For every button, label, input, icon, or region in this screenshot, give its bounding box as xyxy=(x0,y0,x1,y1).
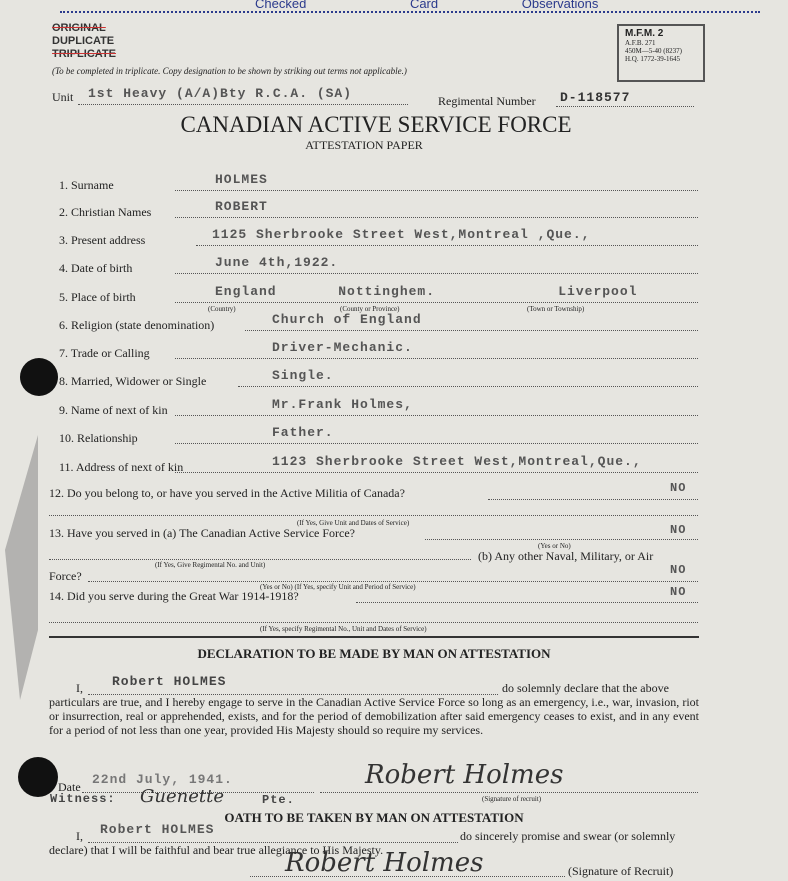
field-label: 2. Christian Names xyxy=(59,205,152,219)
oath-signature: Robert Holmes xyxy=(285,848,484,878)
field-value: Driver-Mechanic. xyxy=(272,340,413,355)
field-value: 1123 Sherbrooke Street West,Montreal,Que., xyxy=(272,454,642,469)
pencil-scribble xyxy=(0,430,45,710)
form-ref-line: A.F.B. 271 xyxy=(625,39,656,47)
declaration-heading: DECLARATION TO BE MADE BY MAN ON ATTESTATION xyxy=(197,646,551,661)
punch-hole xyxy=(20,358,58,396)
question-13a: 13. Have you served in (a) The Canadian Active Service Force? xyxy=(49,526,355,540)
form-ref-line: 450M—5-40 (8237) xyxy=(625,47,682,55)
field-label: 11. Address of next of kin xyxy=(59,460,184,474)
field-value: Father. xyxy=(272,425,334,440)
declaration-body: particulars are true, and I hereby engage to serve in the Canadian Active Service Force so long as an emergency, i.e., war, invasion, riot or insurrection, real or apprehended, exists, and for the period of demobilization after said emergency ceases to exist, and in any event for a period of not less than one year, provided His Majesty should so require my services. xyxy=(49,695,699,737)
witness-signature: Guenette xyxy=(140,786,224,807)
caption-q13: (If Yes, Give Regimental No. and Unit) xyxy=(155,561,266,569)
answer-13b: NO xyxy=(670,563,687,577)
answer-14: NO xyxy=(670,585,687,599)
caption-country: (Country) xyxy=(208,305,236,313)
field-label: 10. Relationship xyxy=(59,431,138,445)
page-subtitle: ATTESTATION PAPER xyxy=(305,138,423,152)
field-value: ROBERT xyxy=(215,199,268,214)
unit-label: Unit xyxy=(52,90,74,104)
unit-value: 1st Heavy (A/A)Bty R.C.A. (SA) xyxy=(88,86,353,101)
field-label: 7. Trade or Calling xyxy=(59,346,150,360)
field-label: 8. Married, Widower or Single xyxy=(59,374,207,388)
field-label: 6. Religion (state denomination) xyxy=(59,318,215,332)
oath-i: I, xyxy=(76,829,83,843)
completion-note: (To be completed in triplicate. Copy designation to be shown by striking out terms not applicable.) xyxy=(52,66,407,76)
field-value: 1125 Sherbrooke Street West,Montreal ,Que., xyxy=(212,227,591,242)
field-label: 9. Name of next of kin xyxy=(59,403,168,417)
section-divider xyxy=(49,636,699,638)
regimental-number-value: D-118577 xyxy=(560,90,631,105)
oath-body: declare) that I will be faithful and bear true allegiance to His Majesty. xyxy=(49,843,384,857)
field-value: June 4th,1922. xyxy=(215,255,339,270)
caption-q14: (If Yes, specify Regimental No., Unit and Dates of Service) xyxy=(260,625,427,633)
field-label: 4. Date of birth xyxy=(59,261,133,275)
caption-q13b: (Yes or No) (If Yes, specify Unit and Period of Service) xyxy=(260,583,416,591)
declaration-name: Robert HOLMES xyxy=(112,674,227,689)
copy-original: ORIGINAL xyxy=(52,22,106,34)
caption-yes-no: (Yes or No) xyxy=(538,542,571,550)
attestation-date: 22nd July, 1941. xyxy=(92,772,233,787)
question-13b-force: Force? xyxy=(49,569,82,583)
declaration-i: I, xyxy=(76,681,83,695)
caption-town: (Town or Township) xyxy=(527,305,585,313)
copy-duplicate: DUPLICATE xyxy=(52,35,115,47)
field-value: Church of England xyxy=(272,312,422,327)
punch-hole xyxy=(18,757,58,797)
signature-caption: (Signature of recruit) xyxy=(482,795,542,803)
oath-signature-caption: (Signature of Recruit) xyxy=(568,864,674,878)
answer-12: NO xyxy=(670,481,687,495)
witness-rank: Pte. xyxy=(262,793,295,807)
field-label: 3. Present address xyxy=(59,233,146,247)
oath-tail: do sincerely promise and swear (or solemnly xyxy=(460,829,676,843)
field-label: 5. Place of birth xyxy=(59,290,136,304)
recruit-signature: Robert Holmes xyxy=(365,760,564,790)
answer-13a: NO xyxy=(670,523,687,537)
regimental-number-label: Regimental Number xyxy=(438,94,536,108)
form-code: M.F.M. 2 xyxy=(625,28,664,39)
copy-triplicate: TRIPLICATE xyxy=(52,48,116,60)
field-value: Single. xyxy=(272,368,334,383)
field-value: England Nottinghem. Liverpool xyxy=(215,284,638,299)
field-value: Mr.Frank Holmes, xyxy=(272,397,413,412)
card-label: Card xyxy=(409,0,439,11)
office-header xyxy=(60,0,760,13)
oath-heading: OATH TO BE TAKEN BY MAN ON ATTESTATION xyxy=(224,810,524,825)
observations-label: Observations xyxy=(521,0,599,11)
caption-q12: (If Yes, Give Unit and Dates of Service) xyxy=(297,519,410,527)
caption-county: (County or Province) xyxy=(340,305,400,313)
field-label: 1. Surname xyxy=(59,178,114,192)
date-label: Date xyxy=(58,780,81,794)
page-title: CANADIAN ACTIVE SERVICE FORCE xyxy=(180,112,572,137)
field-value: HOLMES xyxy=(215,172,268,187)
question-12: 12. Do you belong to, or have you served in the Active Militia of Canada? xyxy=(49,486,405,500)
oath-name: Robert HOLMES xyxy=(100,822,215,837)
form-reference-box xyxy=(617,24,705,82)
checked-label: Checked xyxy=(255,0,307,11)
question-13b: (b) Any other Naval, Military, or Air xyxy=(478,549,654,563)
question-14: 14. Did you serve during the Great War 1914-1918? xyxy=(49,589,299,603)
witness-label: Witness: xyxy=(50,792,116,806)
form-ref-line: H.Q. 1772-39-1645 xyxy=(625,55,681,63)
declaration-tail: do solemnly declare that the above xyxy=(502,681,669,695)
copy-designation xyxy=(52,22,116,61)
